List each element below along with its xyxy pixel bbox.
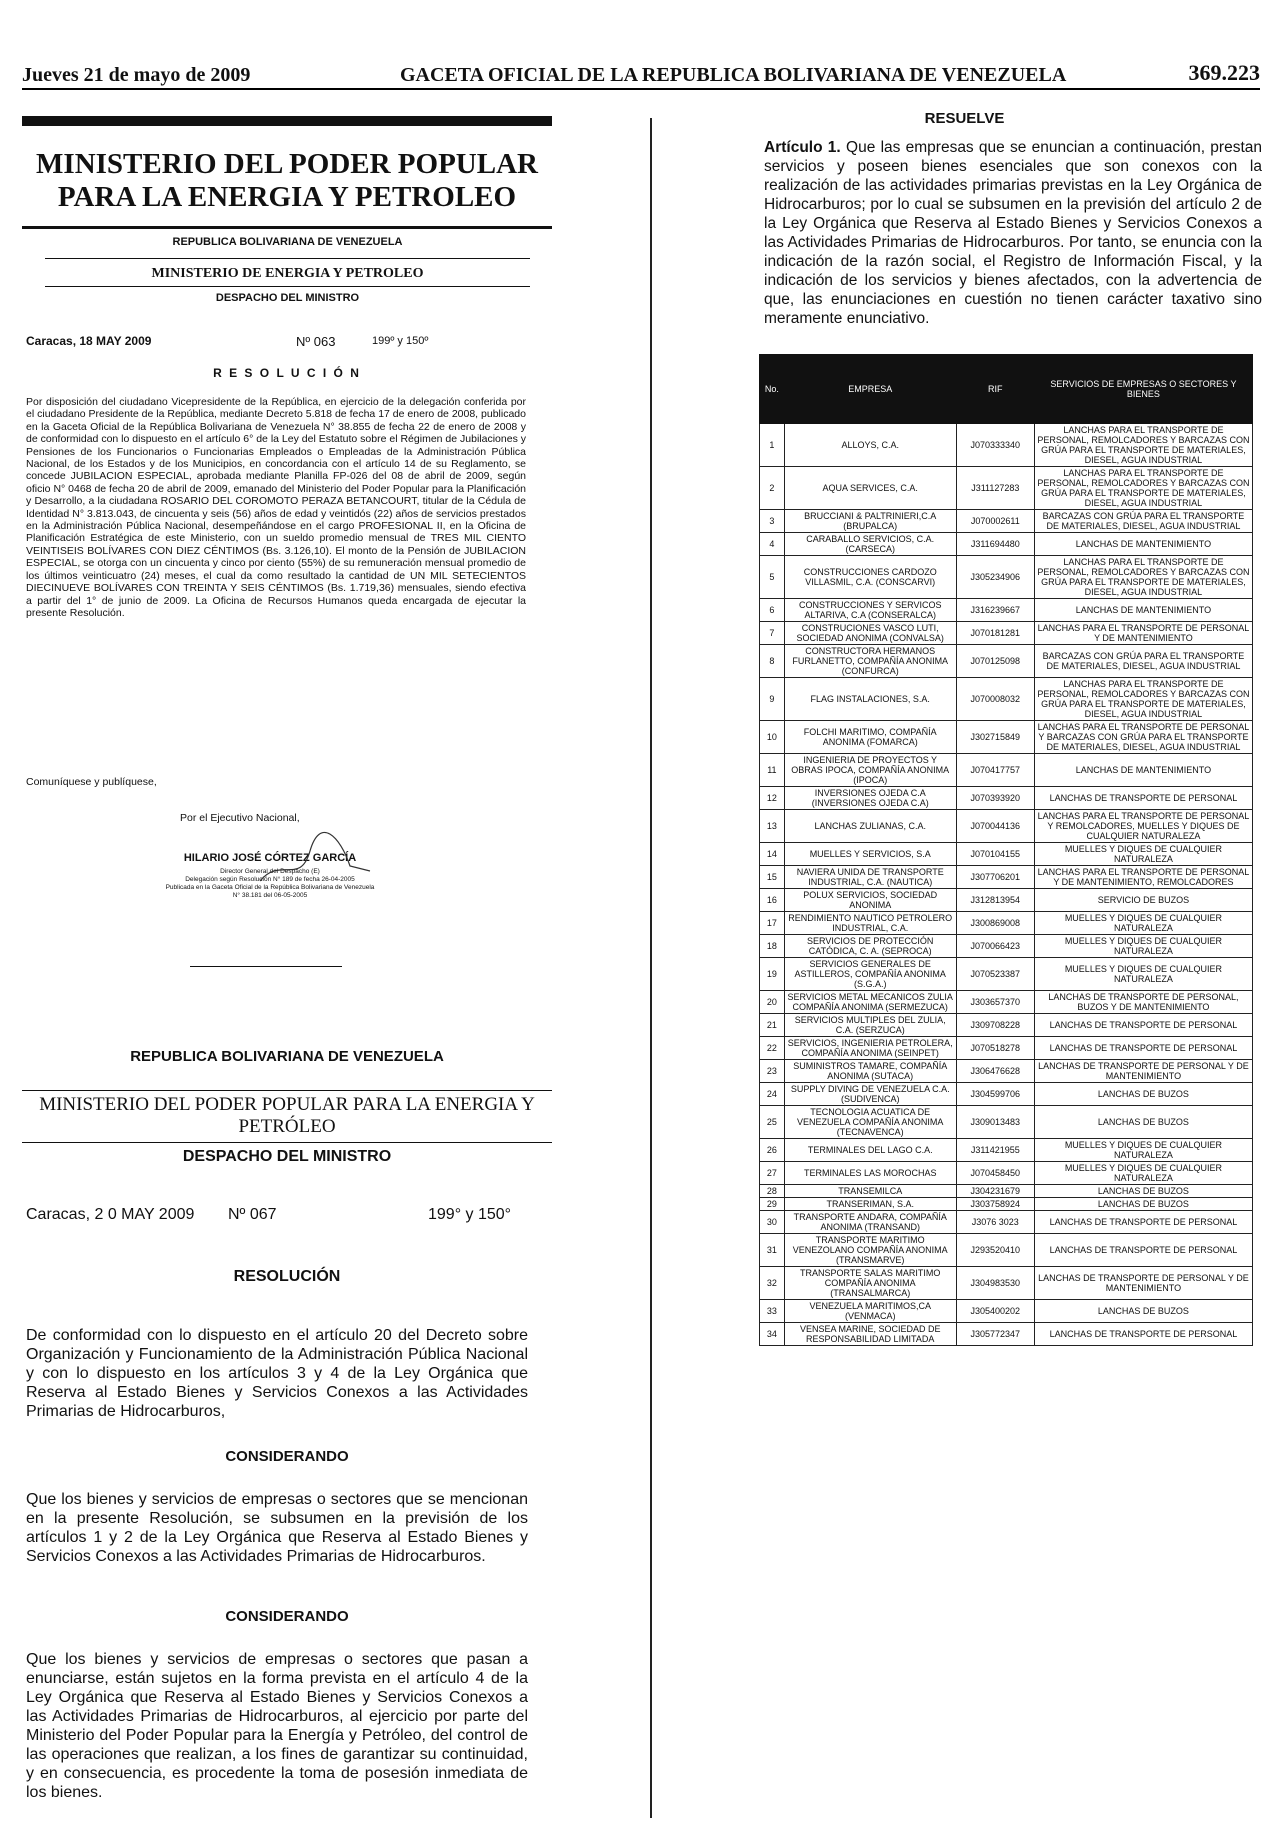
row-number: 16 — [760, 889, 785, 912]
services: LANCHAS PARA EL TRANSPORTE DE PERSONAL, REMOLCADORES Y BARCAZAS CON GRÚA PARA EL TRANSPORTE DE MATERIALES, DIESEL, AGUA INDUSTRIAL — [1034, 424, 1252, 467]
company-name: TRANSPORTE MARITIMO VENEZOLANO COMPAÑÍA ANONIMA (TRANSMARVE) — [784, 1234, 956, 1267]
companies-table-wrap — [759, 354, 1253, 1346]
company-name: MUELLES Y SERVICIOS, S.A — [784, 843, 956, 866]
company-name: LANCHAS ZULIANAS, C.A. — [784, 810, 956, 843]
services: BARCAZAS CON GRÚA PARA EL TRANSPORTE DE MATERIALES, DIESEL, AGUA INDUSTRIAL — [1034, 510, 1252, 533]
company-name: TRANSERIMAN, S.A. — [784, 1198, 956, 1211]
company-name: FOLCHI MARITIMO, COMPAÑÍA ANONIMA (FOMARCA) — [784, 721, 956, 754]
signer-line: Delegación según Resolución N° 189 de fecha 26-04-2005 — [185, 876, 355, 883]
rif-number: J070518278 — [956, 1037, 1034, 1060]
row-number: 34 — [760, 1323, 785, 1346]
company-name: TECNOLOGIA ACUATICA DE VENEZUELA COMPAÑÍA ANONIMA (TECNAVENCA) — [784, 1106, 956, 1139]
table-row — [760, 510, 1253, 533]
row-number: 22 — [760, 1037, 785, 1060]
signature-mark — [250, 826, 380, 896]
header-servicios: SERVICIOS DE EMPRESAS O SECTORES Y BIENES — [1034, 355, 1252, 424]
services: LANCHAS PARA EL TRANSPORTE DE PERSONAL, REMOLCADORES Y BARCAZAS CON GRÚA PARA EL TRANSPORTE DE MATERIALES, DIESEL, AGUA INDUSTRIAL — [1034, 678, 1252, 721]
res1-heading: R E S O L U C I Ó N — [213, 366, 361, 380]
divider — [45, 258, 530, 259]
rif-number: J305400202 — [956, 1300, 1034, 1323]
company-name: CONSTRUCCIONES CARDOZO VILLASMIL, C.A. (CONSCARVI) — [784, 556, 956, 599]
rif-number: J070393920 — [956, 787, 1034, 810]
rif-number: J311694480 — [956, 533, 1034, 556]
res2-republic: REPUBLICA BOLIVARIANA DE VENEZUELA — [130, 1048, 444, 1065]
table-row — [760, 678, 1253, 721]
rif-number: J300869008 — [956, 912, 1034, 935]
res1-place-date: Caracas, 18 MAY 2009 — [26, 334, 152, 348]
services: LANCHAS DE BUZOS — [1034, 1185, 1252, 1198]
rif-number: J303657370 — [956, 991, 1034, 1014]
services: LANCHAS PARA EL TRANSPORTE DE PERSONAL Y BARCAZAS CON GRÚA PARA EL TRANSPORTE DE MATERIALES, DIESEL, AGUA INDUSTRIAL — [1034, 721, 1252, 754]
resuelve-heading: RESUELVE — [924, 110, 1005, 127]
services: LANCHAS DE TRANSPORTE DE PERSONAL Y DE MANTENIMIENTO — [1034, 1267, 1252, 1300]
services: LANCHAS DE TRANSPORTE DE PERSONAL — [1034, 1211, 1252, 1234]
rif-number: J304599706 — [956, 1083, 1034, 1106]
company-name: TERMINALES LAS MOROCHAS — [784, 1162, 956, 1185]
rif-number: J293520410 — [956, 1234, 1034, 1267]
article-text: Que las empresas que se enuncian a continuación, prestan servicios y poseen bienes esenciales que son conexos con la realización de las actividades primarias previstas en la Ley Orgánica de Hidrocarburos; por lo cual se subsumen en la previsión del artículo 2 de la Ley Orgánica que Reserva al Estado Bienes y Servicios Conexos a las Actividades Primarias de Hidrocarburos. Por tanto, se enuncia con la indicación de la razón social, el Registro de Información Fiscal, y la indicación de los servicios y bienes afectados, con la advertencia de que, las enunciaciones en cuestión no tienen carácter taxativo sino meramente enunciativo. — [764, 139, 1263, 327]
rif-number: J070333340 — [956, 424, 1034, 467]
gazette-date: Jueves 21 de mayo de 2009 — [22, 64, 251, 86]
row-number: 10 — [760, 721, 785, 754]
rif-number: J070458450 — [956, 1162, 1034, 1185]
res1-closing: Comuníquese y publíquese, — [26, 776, 157, 788]
company-name: VENEZUELA MARITIMOS,CA (VENMACA) — [784, 1300, 956, 1323]
divider — [22, 1142, 552, 1143]
table-row — [760, 1037, 1253, 1060]
res2-ministry: MINISTERIO DEL PODER POPULAR PARA LA ENERGIA Y PETRÓLEO — [39, 1094, 535, 1137]
row-number: 28 — [760, 1185, 785, 1198]
row-number: 14 — [760, 843, 785, 866]
row-number: 7 — [760, 622, 785, 645]
column-divider — [650, 118, 652, 1818]
rif-number: J070002611 — [956, 510, 1034, 533]
rif-number: J305234906 — [956, 556, 1034, 599]
company-name: SUMINISTROS TAMARE, COMPAÑÍA ANONIMA (SUTACA) — [784, 1060, 956, 1083]
table-row — [760, 810, 1253, 843]
res1-by: Por el Ejecutivo Nacional, — [180, 812, 300, 824]
table-row — [760, 599, 1253, 622]
rif-number: J070066423 — [956, 935, 1034, 958]
row-number: 29 — [760, 1198, 785, 1211]
table-row — [760, 843, 1253, 866]
row-number: 32 — [760, 1267, 785, 1300]
table-row — [760, 1300, 1253, 1323]
table-row — [760, 787, 1253, 810]
rif-number: J307706201 — [956, 866, 1034, 889]
row-number: 31 — [760, 1234, 785, 1267]
table-row — [760, 721, 1253, 754]
res2-considerando-1: CONSIDERANDO — [225, 1448, 349, 1465]
table-row — [760, 754, 1253, 787]
row-number: 24 — [760, 1083, 785, 1106]
rif-number: J070044136 — [956, 810, 1034, 843]
table-row — [760, 1083, 1253, 1106]
ministry-title: MINISTERIO DEL PODER POPULAR PARA LA ENERGIA Y PETROLEO — [36, 148, 538, 213]
res1-body: Por disposición del ciudadano Vicepresidente de la República, en ejercicio de la delegación conferida por el ciudadano Presidente de la República, mediante Decreto 5.818 de fecha 17 de enero de 2008, publicado en la Gaceta Oficial de la República Bolivariana de Venezuela N° 38.855 de fecha 22 de enero de 2008 y de conformidad con lo dispuesto en el artículo 6° de la Ley del Estatuto sobre el Régimen de Jubilaciones y Pensiones de los Funcionarios o Funcionarias Empleados o Empleadas de la Administración Pública Nacional, de los Estados y de los Municipios, en concordancia con el artículo 14 de su Reglamento, se concede JUBILACION ESPECIAL, aprobada mediante Planilla FP-026 del 08 de abril de 2009, según oficio N° 0468 de fecha 20 de abril de 2009, emanado del Ministerio del Poder Popular para la Planificación y Desarrollo, a la ciudadana ROSARIO DEL COROMOTO PERAZA BETANCOURT, titular de la Cédula de Identidad N° 3.813.043, de cincuenta y seis (56) años de edad y veintidós (22) años de servicios prestados en la Administración Pública Nacional, desempeñándose en el cargo PROFESIONAL II, en la Oficina de Planificación Estratégica de este Ministerio, con un sueldo promedio mensual de TRES MIL CIENTO VEINTISEIS BOLÍVARES CON DIEZ CÉNTIMOS (Bs. 3.126,10). El monto de la Pensión de JUBILACION ESPECIAL, se otorga con un cincuenta y cinco por ciento (55%) de su remuneración mensual promedio de los últimos veinticuatro (24) meses, el cual da como resultado la cantidad de UN MIL SETECIENTOS DIECINUEVE BOLÍVARES CON TREINTA Y SEIS CÉNTIMOS (Bs. 1.719,36) mensuales, siendo efectiva a partir del 1° de junio de 2009. La Oficina de Recursos Humanos queda encargada de ejecutar la presente Resolución. — [26, 396, 526, 619]
divider — [22, 226, 552, 229]
table-row — [760, 1211, 1253, 1234]
company-name: ALLOYS, C.A. — [784, 424, 956, 467]
row-number: 9 — [760, 678, 785, 721]
row-number: 2 — [760, 467, 785, 510]
rif-number: J304231679 — [956, 1185, 1034, 1198]
row-number: 17 — [760, 912, 785, 935]
table-row — [760, 645, 1253, 678]
company-name: CONSTRUCTORA HERMANOS FURLANETTO, COMPAÑÍA ANONIMA (CONFURCA) — [784, 645, 956, 678]
article-label: Artículo 1. — [764, 139, 841, 156]
table-row — [760, 935, 1253, 958]
row-number: 15 — [760, 866, 785, 889]
rif-number: J311127283 — [956, 467, 1034, 510]
services: BARCAZAS CON GRÚA PARA EL TRANSPORTE DE MATERIALES, DIESEL, AGUA INDUSTRIAL — [1034, 645, 1252, 678]
services: SERVICIO DE BUZOS — [1034, 889, 1252, 912]
res1-ministry: MINISTERIO DE ENERGIA Y PETROLEO — [151, 266, 424, 281]
table-row — [760, 912, 1253, 935]
services: LANCHAS DE TRANSPORTE DE PERSONAL — [1034, 787, 1252, 810]
services: LANCHAS DE TRANSPORTE DE PERSONAL — [1034, 1323, 1252, 1346]
row-number: 5 — [760, 556, 785, 599]
services: LANCHAS DE TRANSPORTE DE PERSONAL Y DE MANTENIMIENTO — [1034, 1060, 1252, 1083]
company-name: SERVICIOS DE PROTECCIÓN CATÓDICA, C. A. (SEPROCA) — [784, 935, 956, 958]
company-name: FLAG INSTALACIONES, S.A. — [784, 678, 956, 721]
signer-line: Publicada en la Gaceta Oficial de la República Bolivariana de Venezuela — [165, 884, 375, 891]
services: LANCHAS PARA EL TRANSPORTE DE PERSONAL Y DE MANTENIMIENTO — [1034, 622, 1252, 645]
company-name: POLUX SERVICIOS, SOCIEDAD ANONIMA — [784, 889, 956, 912]
services: LANCHAS DE MANTENIMIENTO — [1034, 533, 1252, 556]
rif-number: J070008032 — [956, 678, 1034, 721]
row-number: 25 — [760, 1106, 785, 1139]
header-rif: RIF — [956, 355, 1034, 424]
services: LANCHAS PARA EL TRANSPORTE DE PERSONAL Y DE MANTENIMIENTO, REMOLCADORES — [1034, 866, 1252, 889]
article-1 — [764, 138, 1262, 328]
company-name: SERVICIOS, INGENIERIA PETROLERA, COMPAÑÍA ANONIMA (SEINPET) — [784, 1037, 956, 1060]
company-name: RENDIMIENTO NAUTICO PETROLERO INDUSTRIAL, C.A. — [784, 912, 956, 935]
res1-office: DESPACHO DEL MINISTRO — [215, 292, 360, 304]
company-name: TRANSEMILCA — [784, 1185, 956, 1198]
company-name: AQUA SERVICES, C.A. — [784, 467, 956, 510]
services: MUELLES Y DIQUES DE CUALQUIER NATURALEZA — [1034, 1139, 1252, 1162]
row-number: 19 — [760, 958, 785, 991]
row-number: 18 — [760, 935, 785, 958]
gazette-title: GACETA OFICIAL DE LA REPUBLICA BOLIVARIANA DE VENEZUELA — [400, 64, 1067, 86]
services: MUELLES Y DIQUES DE CUALQUIER NATURALEZA — [1034, 843, 1252, 866]
company-name: TRANSPORTE SALAS MARITIMO COMPAÑÍA ANONIMA (TRANSALMARCA) — [784, 1267, 956, 1300]
services: LANCHAS PARA EL TRANSPORTE DE PERSONAL, REMOLCADORES Y BARCAZAS CON GRÚA PARA EL TRANSPORTE DE MATERIALES, DIESEL, AGUA INDUSTRIAL — [1034, 556, 1252, 599]
rif-number: J3076 3023 — [956, 1211, 1034, 1234]
rif-number: J304983530 — [956, 1267, 1034, 1300]
company-name: INGENIERIA DE PROYECTOS Y OBRAS IPOCA, COMPAÑÍA ANONIMA (IPOCA) — [784, 754, 956, 787]
rif-number: J070104155 — [956, 843, 1034, 866]
table-row — [760, 467, 1253, 510]
services: LANCHAS DE TRANSPORTE DE PERSONAL — [1034, 1234, 1252, 1267]
section-bar — [22, 116, 552, 126]
rif-number: J316239667 — [956, 599, 1034, 622]
table-row — [760, 424, 1253, 467]
table-header-row — [760, 355, 1253, 424]
services: LANCHAS DE BUZOS — [1034, 1106, 1252, 1139]
row-number: 1 — [760, 424, 785, 467]
table-row — [760, 958, 1253, 991]
res2-paragraph-1: De conformidad con lo dispuesto en el artículo 20 del Decreto sobre Organización y Funcionamiento de la Administración Pública Nacional y con lo dispuesto en los artículos 3 y 4 de la Ley Orgánica que Reserva al Estado Bienes y Servicios Conexos a las Actividades Primarias de Hidrocarburos, — [26, 1327, 528, 1420]
row-number: 33 — [760, 1300, 785, 1323]
divider — [190, 966, 342, 967]
rif-number: J070181281 — [956, 622, 1034, 645]
company-name: SERVICIOS MULTIPLES DEL ZULIA, C.A. (SERZUCA) — [784, 1014, 956, 1037]
company-name: INVERSIONES OJEDA C.A (INVERSIONES OJEDA C.A) — [784, 787, 956, 810]
table-row — [760, 533, 1253, 556]
rif-number: J070125098 — [956, 645, 1034, 678]
res1-years: 199º y 150º — [372, 335, 429, 347]
rif-number: J309013483 — [956, 1106, 1034, 1139]
page-number: 369.223 — [1188, 60, 1260, 85]
row-number: 3 — [760, 510, 785, 533]
table-row — [760, 1234, 1253, 1267]
services: MUELLES Y DIQUES DE CUALQUIER NATURALEZA — [1034, 935, 1252, 958]
row-number: 8 — [760, 645, 785, 678]
services: LANCHAS DE BUZOS — [1034, 1198, 1252, 1211]
res2-office: DESPACHO DEL MINISTRO — [182, 1148, 392, 1165]
divider — [22, 1090, 552, 1091]
services: LANCHAS DE TRANSPORTE DE PERSONAL, BUZOS Y DE MANTENIMIENTO — [1034, 991, 1252, 1014]
company-name: NAVIERA UNIDA DE TRANSPORTE INDUSTRIAL, C.A. (NAUTICA) — [784, 866, 956, 889]
company-name: VENSEA MARINE, SOCIEDAD DE RESPONSABILIDAD LIMITADA — [784, 1323, 956, 1346]
services: LANCHAS DE BUZOS — [1034, 1083, 1252, 1106]
signer-line: Director General del Despacho (E) — [220, 868, 320, 875]
row-number: 27 — [760, 1162, 785, 1185]
signer-line: N° 38.181 del 06-05-2005 — [232, 892, 308, 899]
services: LANCHAS DE BUZOS — [1034, 1300, 1252, 1323]
services: LANCHAS PARA EL TRANSPORTE DE PERSONAL, REMOLCADORES Y BARCAZAS CON GRÚA PARA EL TRANSPORTE DE MATERIALES, DIESEL, AGUA INDUSTRIAL — [1034, 467, 1252, 510]
row-number: 21 — [760, 1014, 785, 1037]
res1-number: Nº 063 — [296, 334, 336, 349]
rif-number: J070417757 — [956, 754, 1034, 787]
table-row — [760, 556, 1253, 599]
rif-number: J311421955 — [956, 1139, 1034, 1162]
table-row — [760, 1106, 1253, 1139]
table-row — [760, 622, 1253, 645]
company-name: CONSTRUCCIONES Y SERVICOS ALTARIVA, C.A (CONSERALCA) — [784, 599, 956, 622]
services: MUELLES Y DIQUES DE CUALQUIER NATURALEZA — [1034, 958, 1252, 991]
services: LANCHAS DE TRANSPORTE DE PERSONAL — [1034, 1037, 1252, 1060]
res2-years: 199° y 150° — [428, 1206, 512, 1223]
table-row — [760, 991, 1253, 1014]
table-row — [760, 1185, 1253, 1198]
row-number: 20 — [760, 991, 785, 1014]
row-number: 13 — [760, 810, 785, 843]
rif-number: J070523387 — [956, 958, 1034, 991]
row-number: 26 — [760, 1139, 785, 1162]
services: MUELLES Y DIQUES DE CUALQUIER NATURALEZA — [1034, 1162, 1252, 1185]
table-row — [760, 1323, 1253, 1346]
res2-paragraph-2: Que los bienes y servicios de empresas o sectores que se mencionan en la presente Resolución, se subsumen en la previsión de los artículos 1 y 2 de la Ley Orgánica que Reserva al Estado Bienes y Servicios Conexos a las Actividades Primarias de Hidrocarburos. — [26, 1491, 528, 1565]
header-no: No. — [760, 355, 785, 424]
table-row — [760, 1014, 1253, 1037]
rif-number: J312813954 — [956, 889, 1034, 912]
companies-table — [759, 354, 1253, 1346]
row-number: 4 — [760, 533, 785, 556]
res2-place-date: Caracas, 2 0 MAY 2009 — [26, 1206, 195, 1223]
table-row — [760, 1267, 1253, 1300]
page-header — [22, 58, 1260, 90]
res1-republic: REPUBLICA BOLIVARIANA DE VENEZUELA — [172, 236, 403, 248]
header-empresa: EMPRESA — [784, 355, 956, 424]
company-name: BRUCCIANI & PALTRINIERI,C.A (BRUPALCA) — [784, 510, 956, 533]
divider — [45, 286, 530, 287]
services: LANCHAS DE TRANSPORTE DE PERSONAL — [1034, 1014, 1252, 1037]
company-name: SERVICIOS GENERALES DE ASTILLEROS, COMPAÑÍA ANONIMA (S.G.A.) — [784, 958, 956, 991]
table-row — [760, 1060, 1253, 1083]
res2-number: Nº 067 — [228, 1206, 277, 1223]
table-row — [760, 866, 1253, 889]
rif-number: J303758924 — [956, 1198, 1034, 1211]
res2-paragraph-3: Que los bienes y servicios de empresas o sectores que pasan a enunciarse, están sujetos en la forma prevista en el artículo 4 de la Ley Orgánica que Reserva al Estado Bienes y Servicios Conexos a las Actividades Primarias de Hidrocarburos, al ejercicio por parte del Ministerio del Poder Popular para la Energía y Petróleo, del control de las operaciones que realizan, a los fines de garantizar su continuidad, y en consecuencia, es procedente la toma de posesión inmediata de los bienes. — [26, 1651, 528, 1801]
company-name: TRANSPORTE ANDARA, COMPAÑÍA ANONIMA (TRANSAND) — [784, 1211, 956, 1234]
res1-signer: HILARIO JOSÉ CÓRTEZ GARCÍA — [183, 852, 357, 864]
row-number: 30 — [760, 1211, 785, 1234]
table-row — [760, 1139, 1253, 1162]
services: LANCHAS DE MANTENIMIENTO — [1034, 754, 1252, 787]
company-name: CARABALLO SERVICIOS, C.A. (CARSECA) — [784, 533, 956, 556]
res2-heading: RESOLUCIÓN — [233, 1268, 341, 1285]
services: LANCHAS PARA EL TRANSPORTE DE PERSONAL Y REMOLCADORES, MUELLES Y DIQUES DE CUALQUIER NATURALEZA — [1034, 810, 1252, 843]
table-row — [760, 1162, 1253, 1185]
row-number: 12 — [760, 787, 785, 810]
rif-number: J302715849 — [956, 721, 1034, 754]
res2-considerando-2: CONSIDERANDO — [225, 1608, 349, 1625]
company-name: CONSTRUCIONES VASCO LUTI, SOCIEDAD ANONIMA (CONVALSA) — [784, 622, 956, 645]
company-name: TERMINALES DEL LAGO C.A. — [784, 1139, 956, 1162]
row-number: 6 — [760, 599, 785, 622]
services: LANCHAS DE MANTENIMIENTO — [1034, 599, 1252, 622]
rif-number: J305772347 — [956, 1323, 1034, 1346]
row-number: 23 — [760, 1060, 785, 1083]
rif-number: J309708228 — [956, 1014, 1034, 1037]
company-name: SUPPLY DIVING DE VENEZUELA C.A. (SUDIVENCA) — [784, 1083, 956, 1106]
company-name: SERVICIOS METAL MECANICOS ZULIA COMPAÑÍA ANONIMA (SERMEZUCA) — [784, 991, 956, 1014]
rif-number: J306476628 — [956, 1060, 1034, 1083]
table-row — [760, 889, 1253, 912]
row-number: 11 — [760, 754, 785, 787]
table-row — [760, 1198, 1253, 1211]
services: MUELLES Y DIQUES DE CUALQUIER NATURALEZA — [1034, 912, 1252, 935]
